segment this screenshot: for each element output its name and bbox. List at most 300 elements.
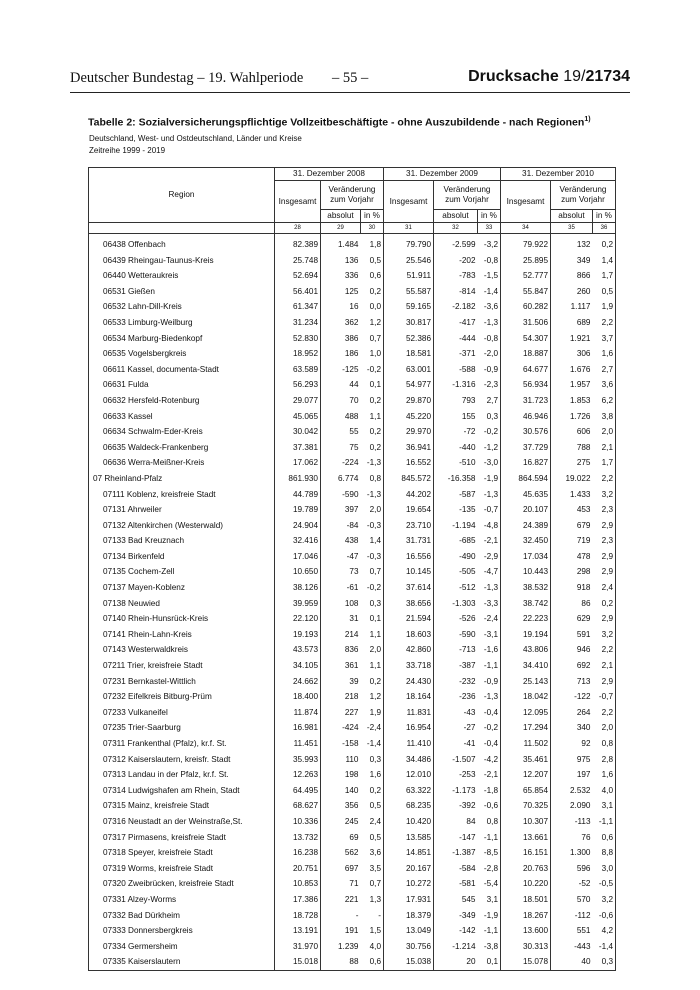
cell-total-2010: 20.763	[501, 861, 551, 877]
table-row	[89, 362, 616, 378]
cell-change-pct-2009: -4,2	[478, 752, 501, 768]
cell-change-abs-2009: -1.316	[434, 377, 478, 393]
subtitle-period: Zeitreihe 1999 - 2019	[89, 146, 166, 155]
cell-total-2008: 17.386	[275, 892, 321, 908]
cell-change-abs-2008: 70	[321, 393, 361, 409]
cell-total-2008: 24.904	[275, 518, 321, 534]
cell-change-abs-2010: 596	[551, 861, 593, 877]
cell-total-2010: 52.777	[501, 268, 551, 284]
header-publication: Deutscher Bundestag – 19. Wahlperiode	[70, 70, 304, 86]
table-row	[89, 783, 616, 799]
cell-total-2009: 59.165	[384, 299, 434, 315]
cell-change-pct-2008: 0,5	[361, 830, 384, 846]
cell-change-pct-2009: -1,3	[478, 487, 501, 503]
cell-total-2010: 18.501	[501, 892, 551, 908]
absolute-header-2008: absolut	[321, 210, 361, 223]
header-prefix: Drucksache	[468, 68, 564, 85]
cell-change-abs-2009: -147	[434, 830, 478, 846]
cell-total-2009: 21.594	[384, 611, 434, 627]
cell-change-abs-2008: -47	[321, 549, 361, 565]
cell-total-2008: 52.694	[275, 268, 321, 284]
table-row	[89, 736, 616, 752]
cell-change-pct-2008: 1,1	[361, 627, 384, 643]
cell-total-2009: 11.831	[384, 705, 434, 721]
cell-change-abs-2010: 689	[551, 315, 593, 331]
cell-change-abs-2008: 71	[321, 876, 361, 892]
percent-header-2008: in %	[361, 210, 384, 223]
cell-change-abs-2008: 562	[321, 845, 361, 861]
cell-total-2009: 13.585	[384, 830, 434, 846]
table-row	[89, 487, 616, 503]
page-number: – 55 –	[332, 70, 369, 86]
percent-header-2010: in %	[593, 210, 616, 223]
cell-change-pct-2009: -2,4	[478, 611, 501, 627]
cell-change-pct-2010: 2,0	[593, 720, 616, 736]
cell-change-abs-2009: -685	[434, 533, 478, 549]
cell-change-abs-2010: 349	[551, 253, 593, 269]
table-row	[89, 377, 616, 393]
cell-change-pct-2010: 8,8	[593, 845, 616, 861]
cell-change-abs-2010: 1.433	[551, 487, 593, 503]
cell-total-2008: 31.234	[275, 315, 321, 331]
cell-change-pct-2008: 0,2	[361, 440, 384, 456]
cell-change-abs-2009: -371	[434, 346, 478, 362]
column-number-blank	[89, 223, 275, 234]
cell-total-2010: 12.207	[501, 767, 551, 783]
cell-change-pct-2010: 2,2	[593, 471, 616, 487]
cell-change-abs-2009: -417	[434, 315, 478, 331]
date-header-2009: 31. Dezember 2009	[384, 168, 501, 181]
cell-change-abs-2010: 19.022	[551, 471, 593, 487]
header-row-dates	[89, 168, 616, 181]
cell-total-2008: 16.238	[275, 845, 321, 861]
cell-change-abs-2009: -1.507	[434, 752, 478, 768]
cell-change-abs-2010: 866	[551, 268, 593, 284]
cell-total-2010: 18.887	[501, 346, 551, 362]
cell-change-pct-2010: 1,7	[593, 268, 616, 284]
cell-change-pct-2008: -2,4	[361, 720, 384, 736]
cell-region: 07311 Frankenthal (Pfalz), kr.f. St.	[89, 736, 275, 752]
cell-change-pct-2010: 3,8	[593, 409, 616, 425]
cell-total-2010: 20.107	[501, 502, 551, 518]
cell-change-pct-2008: 0,1	[361, 377, 384, 393]
cell-change-pct-2009: -2,3	[478, 377, 501, 393]
cell-change-abs-2010: -113	[551, 814, 593, 830]
cell-region: 07111 Koblenz, kreisfreie Stadt	[89, 487, 275, 503]
cell-total-2008: 31.970	[275, 939, 321, 955]
total-header-2008: Insgesamt	[275, 181, 321, 223]
cell-change-pct-2010: 1,7	[593, 455, 616, 471]
cell-change-abs-2008: -84	[321, 518, 361, 534]
cell-region: 07319 Worms, kreisfreie Stadt	[89, 861, 275, 877]
cell-region: 07317 Pirmasens, kreisfreie Stadt	[89, 830, 275, 846]
cell-change-abs-2010: 264	[551, 705, 593, 721]
cell-region: 07143 Westerwaldkreis	[89, 642, 275, 658]
table-row	[89, 455, 616, 471]
cell-change-abs-2008: -424	[321, 720, 361, 736]
cell-change-pct-2008: 0,0	[361, 299, 384, 315]
cell-change-abs-2009: -135	[434, 502, 478, 518]
table-row	[89, 518, 616, 534]
cell-total-2008: 10.853	[275, 876, 321, 892]
cell-total-2010: 25.895	[501, 253, 551, 269]
cell-change-abs-2009: -1.303	[434, 596, 478, 612]
cell-total-2009: 20.167	[384, 861, 434, 877]
cell-change-abs-2009: -72	[434, 424, 478, 440]
cell-change-abs-2008: 221	[321, 892, 361, 908]
cell-change-pct-2008: 0,7	[361, 331, 384, 347]
footnote-mark: 1)	[584, 116, 591, 123]
cell-change-abs-2009: -505	[434, 564, 478, 580]
cell-total-2010: 64.677	[501, 362, 551, 378]
column-number: 30	[361, 223, 384, 234]
cell-total-2010: 24.389	[501, 518, 551, 534]
cell-change-pct-2008: -0,3	[361, 518, 384, 534]
cell-change-abs-2010: 551	[551, 923, 593, 939]
cell-change-abs-2008: 218	[321, 689, 361, 705]
cell-total-2010: 65.854	[501, 783, 551, 799]
cell-change-abs-2008: -	[321, 908, 361, 924]
cell-total-2009: 16.552	[384, 455, 434, 471]
cell-total-2010: 79.922	[501, 234, 551, 253]
cell-total-2010: 13.600	[501, 923, 551, 939]
cell-total-2010: 10.307	[501, 814, 551, 830]
table-row	[89, 674, 616, 690]
cell-change-abs-2008: 1.484	[321, 234, 361, 253]
cell-total-2010: 19.194	[501, 627, 551, 643]
cell-total-2009: 34.486	[384, 752, 434, 768]
cell-change-pct-2009: 0,8	[478, 814, 501, 830]
cell-change-pct-2009: -1,2	[478, 440, 501, 456]
cell-total-2008: 19.193	[275, 627, 321, 643]
cell-change-abs-2008: 125	[321, 284, 361, 300]
cell-total-2009: 51.911	[384, 268, 434, 284]
cell-change-abs-2009: -387	[434, 658, 478, 674]
cell-total-2008: 52.830	[275, 331, 321, 347]
cell-change-abs-2008: 397	[321, 502, 361, 518]
cell-change-abs-2008: -61	[321, 580, 361, 596]
cell-region: 07312 Kaiserslautern, kreisfr. Stadt	[89, 752, 275, 768]
cell-change-pct-2009: -3,8	[478, 939, 501, 955]
header-row-column-numbers	[89, 223, 616, 234]
cell-region: 07333 Donnersbergkreis	[89, 923, 275, 939]
cell-change-pct-2010: -1,1	[593, 814, 616, 830]
cell-change-pct-2008: 2,0	[361, 502, 384, 518]
cell-total-2008: 15.018	[275, 954, 321, 970]
cell-total-2009: 13.049	[384, 923, 434, 939]
cell-change-pct-2010: 2,1	[593, 658, 616, 674]
cell-change-pct-2010: 3,7	[593, 331, 616, 347]
cell-change-pct-2009: -1,1	[478, 658, 501, 674]
cell-change-pct-2009: -5,4	[478, 876, 501, 892]
cell-change-abs-2008: 110	[321, 752, 361, 768]
table-row	[89, 642, 616, 658]
cell-change-abs-2010: 570	[551, 892, 593, 908]
cell-change-pct-2008: 0,5	[361, 253, 384, 269]
cell-change-pct-2010: 0,6	[593, 830, 616, 846]
cell-change-abs-2010: 40	[551, 954, 593, 970]
cell-change-pct-2010: -0,7	[593, 689, 616, 705]
cell-change-abs-2009: -587	[434, 487, 478, 503]
cell-change-abs-2009: -27	[434, 720, 478, 736]
cell-change-pct-2010: -1,4	[593, 939, 616, 955]
cell-change-abs-2010: 788	[551, 440, 593, 456]
cell-total-2009: 10.272	[384, 876, 434, 892]
cell-change-abs-2008: 386	[321, 331, 361, 347]
cell-total-2009: 29.970	[384, 424, 434, 440]
cell-change-abs-2008: 227	[321, 705, 361, 721]
cell-change-abs-2009: -253	[434, 767, 478, 783]
cell-total-2009: 25.546	[384, 253, 434, 269]
table-row	[89, 767, 616, 783]
table-row	[89, 502, 616, 518]
cell-change-abs-2009: -444	[434, 331, 478, 347]
cell-change-pct-2008: 0,3	[361, 752, 384, 768]
table-row	[89, 549, 616, 565]
cell-change-abs-2008: 186	[321, 346, 361, 362]
cell-total-2008: 19.789	[275, 502, 321, 518]
cell-change-pct-2010: 2,9	[593, 549, 616, 565]
cell-change-abs-2008: 73	[321, 564, 361, 580]
cell-region: 06631 Fulda	[89, 377, 275, 393]
cell-change-abs-2009: -581	[434, 876, 478, 892]
column-number: 32	[434, 223, 478, 234]
cell-change-pct-2008: 0,3	[361, 596, 384, 612]
cell-change-abs-2010: 713	[551, 674, 593, 690]
cell-region: 07131 Ahrweiler	[89, 502, 275, 518]
cell-total-2010: 38.742	[501, 596, 551, 612]
cell-total-2009: 14.851	[384, 845, 434, 861]
cell-region: 07232 Eifelkreis Bitburg-Prüm	[89, 689, 275, 705]
cell-change-abs-2010: 629	[551, 611, 593, 627]
cell-total-2010: 46.946	[501, 409, 551, 425]
cell-change-pct-2009: -1,9	[478, 908, 501, 924]
absolute-header-2009: absolut	[434, 210, 478, 223]
cell-change-pct-2010: 0,2	[593, 234, 616, 253]
employment-table	[88, 167, 616, 971]
cell-total-2008: 82.389	[275, 234, 321, 253]
cell-total-2008: 44.789	[275, 487, 321, 503]
table-row	[89, 908, 616, 924]
cell-change-pct-2010: 0,2	[593, 596, 616, 612]
cell-change-abs-2009: -43	[434, 705, 478, 721]
cell-change-pct-2009: -1,3	[478, 580, 501, 596]
cell-change-pct-2009: -1,8	[478, 783, 501, 799]
cell-change-abs-2010: 719	[551, 533, 593, 549]
table-row	[89, 627, 616, 643]
cell-change-pct-2010: 2,2	[593, 315, 616, 331]
cell-total-2009: 45.220	[384, 409, 434, 425]
cell-total-2010: 30.313	[501, 939, 551, 955]
cell-change-abs-2010: 86	[551, 596, 593, 612]
cell-region: 07335 Kaiserslautern	[89, 954, 275, 970]
table-row	[89, 234, 616, 253]
table-row	[89, 939, 616, 955]
cell-change-pct-2010: 2,9	[593, 674, 616, 690]
cell-total-2009: 16.556	[384, 549, 434, 565]
cell-total-2009: 30.756	[384, 939, 434, 955]
cell-change-abs-2008: 88	[321, 954, 361, 970]
header-rule	[70, 92, 630, 93]
cell-total-2008: 38.126	[275, 580, 321, 596]
cell-change-pct-2008: -0,2	[361, 580, 384, 596]
cell-total-2009: 38.656	[384, 596, 434, 612]
cell-change-pct-2009: -3,1	[478, 627, 501, 643]
cell-total-2010: 54.307	[501, 331, 551, 347]
cell-change-abs-2008: 336	[321, 268, 361, 284]
cell-change-pct-2010: 2,4	[593, 580, 616, 596]
cell-change-abs-2009: -202	[434, 253, 478, 269]
cell-change-abs-2008: 44	[321, 377, 361, 393]
cell-change-pct-2009: -1,3	[478, 315, 501, 331]
header-number: 21734	[585, 68, 630, 85]
cell-change-abs-2010: 197	[551, 767, 593, 783]
cell-change-abs-2008: 438	[321, 533, 361, 549]
cell-change-pct-2008: 0,2	[361, 393, 384, 409]
header-series: 19/	[563, 68, 586, 85]
cell-total-2010: 38.532	[501, 580, 551, 596]
table-row	[89, 424, 616, 440]
cell-change-pct-2009: -2,9	[478, 549, 501, 565]
cell-total-2010: 11.502	[501, 736, 551, 752]
absolute-header-2010: absolut	[551, 210, 593, 223]
cell-change-pct-2008: 0,6	[361, 268, 384, 284]
cell-total-2008: 17.046	[275, 549, 321, 565]
cell-total-2008: 18.728	[275, 908, 321, 924]
cell-change-pct-2009: -1,3	[478, 689, 501, 705]
cell-total-2010: 18.267	[501, 908, 551, 924]
cell-change-pct-2008: 0,1	[361, 611, 384, 627]
cell-total-2010: 15.078	[501, 954, 551, 970]
cell-total-2009: 63.001	[384, 362, 434, 378]
table-row	[89, 892, 616, 908]
cell-total-2009: 12.010	[384, 767, 434, 783]
change-header-2008: Veränderung zum Vorjahr	[321, 181, 384, 210]
cell-change-abs-2008: -224	[321, 455, 361, 471]
cell-total-2010: 56.934	[501, 377, 551, 393]
cell-change-pct-2009: -0,7	[478, 502, 501, 518]
cell-change-pct-2010: 3,0	[593, 861, 616, 877]
cell-total-2009: 54.977	[384, 377, 434, 393]
cell-change-pct-2010: 2,3	[593, 533, 616, 549]
cell-total-2009: 29.870	[384, 393, 434, 409]
cell-change-pct-2009: -3,2	[478, 234, 501, 253]
cell-total-2008: 22.120	[275, 611, 321, 627]
cell-change-abs-2009: -16.358	[434, 471, 478, 487]
cell-change-abs-2009: -490	[434, 549, 478, 565]
table-title	[88, 116, 591, 129]
cell-change-pct-2010: 2,2	[593, 705, 616, 721]
cell-change-pct-2010: 0,3	[593, 954, 616, 970]
cell-total-2008: 35.993	[275, 752, 321, 768]
cell-change-abs-2009: -2.182	[434, 299, 478, 315]
cell-change-abs-2009: -392	[434, 798, 478, 814]
cell-total-2008: 11.874	[275, 705, 321, 721]
cell-change-pct-2008: -0,3	[361, 549, 384, 565]
cell-change-abs-2009: 155	[434, 409, 478, 425]
cell-change-abs-2009: 545	[434, 892, 478, 908]
cell-change-abs-2010: 275	[551, 455, 593, 471]
cell-change-abs-2010: 92	[551, 736, 593, 752]
cell-change-abs-2010: 679	[551, 518, 593, 534]
table-row	[89, 533, 616, 549]
table-row	[89, 845, 616, 861]
cell-change-pct-2009: 2,7	[478, 393, 501, 409]
cell-change-abs-2009: -41	[434, 736, 478, 752]
change-header-2009: Veränderung zum Vorjahr	[434, 181, 501, 210]
cell-total-2010: 70.325	[501, 798, 551, 814]
cell-change-abs-2010: 975	[551, 752, 593, 768]
cell-change-pct-2010: 4,0	[593, 783, 616, 799]
cell-change-pct-2010: 2,9	[593, 518, 616, 534]
cell-change-abs-2009: -440	[434, 440, 478, 456]
cell-change-pct-2009: -2,0	[478, 346, 501, 362]
cell-change-abs-2010: 76	[551, 830, 593, 846]
cell-change-abs-2009: -814	[434, 284, 478, 300]
cell-total-2009: 63.322	[384, 783, 434, 799]
cell-total-2009: 33.718	[384, 658, 434, 674]
cell-total-2008: 17.062	[275, 455, 321, 471]
cell-total-2009: 11.410	[384, 736, 434, 752]
cell-change-pct-2008: 1,1	[361, 658, 384, 674]
cell-change-pct-2009: -8,5	[478, 845, 501, 861]
cell-total-2009: 16.954	[384, 720, 434, 736]
cell-total-2009: 42.860	[384, 642, 434, 658]
cell-total-2009: 23.710	[384, 518, 434, 534]
cell-change-abs-2008: 697	[321, 861, 361, 877]
cell-total-2008: 24.662	[275, 674, 321, 690]
cell-region: 07141 Rhein-Lahn-Kreis	[89, 627, 275, 643]
table-row	[89, 268, 616, 284]
cell-change-abs-2009: -783	[434, 268, 478, 284]
table-row	[89, 861, 616, 877]
cell-change-abs-2009: -232	[434, 674, 478, 690]
cell-change-abs-2009: -142	[434, 923, 478, 939]
cell-total-2008: 12.263	[275, 767, 321, 783]
cell-change-abs-2008: 31	[321, 611, 361, 627]
cell-region: 07313 Landau in der Pfalz, kr.f. St.	[89, 767, 275, 783]
table-row	[89, 253, 616, 269]
cell-change-pct-2008: 1,2	[361, 315, 384, 331]
table-row	[89, 658, 616, 674]
cell-total-2010: 10.443	[501, 564, 551, 580]
cell-change-pct-2010: -0,6	[593, 908, 616, 924]
cell-change-abs-2009: 20	[434, 954, 478, 970]
cell-total-2008: 63.589	[275, 362, 321, 378]
cell-total-2008: 34.105	[275, 658, 321, 674]
cell-total-2009: 52.386	[384, 331, 434, 347]
cell-total-2008: 64.495	[275, 783, 321, 799]
cell-region: 07315 Mainz, kreisfreie Stadt	[89, 798, 275, 814]
cell-change-abs-2008: -590	[321, 487, 361, 503]
date-header-2010: 31. Dezember 2010	[501, 168, 616, 181]
cell-change-pct-2009: -3,3	[478, 596, 501, 612]
cell-total-2009: 68.235	[384, 798, 434, 814]
cell-change-abs-2010: 1.957	[551, 377, 593, 393]
cell-change-abs-2010: 2.532	[551, 783, 593, 799]
cell-change-abs-2008: 140	[321, 783, 361, 799]
cell-change-pct-2009: -4,7	[478, 564, 501, 580]
cell-change-abs-2010: -52	[551, 876, 593, 892]
cell-change-pct-2009: -3,0	[478, 455, 501, 471]
cell-total-2010: 10.220	[501, 876, 551, 892]
cell-change-abs-2009: -713	[434, 642, 478, 658]
cell-change-pct-2009: -2,8	[478, 861, 501, 877]
table-row	[89, 689, 616, 705]
column-number: 36	[593, 223, 616, 234]
cell-change-abs-2008: 214	[321, 627, 361, 643]
cell-total-2008: 32.416	[275, 533, 321, 549]
